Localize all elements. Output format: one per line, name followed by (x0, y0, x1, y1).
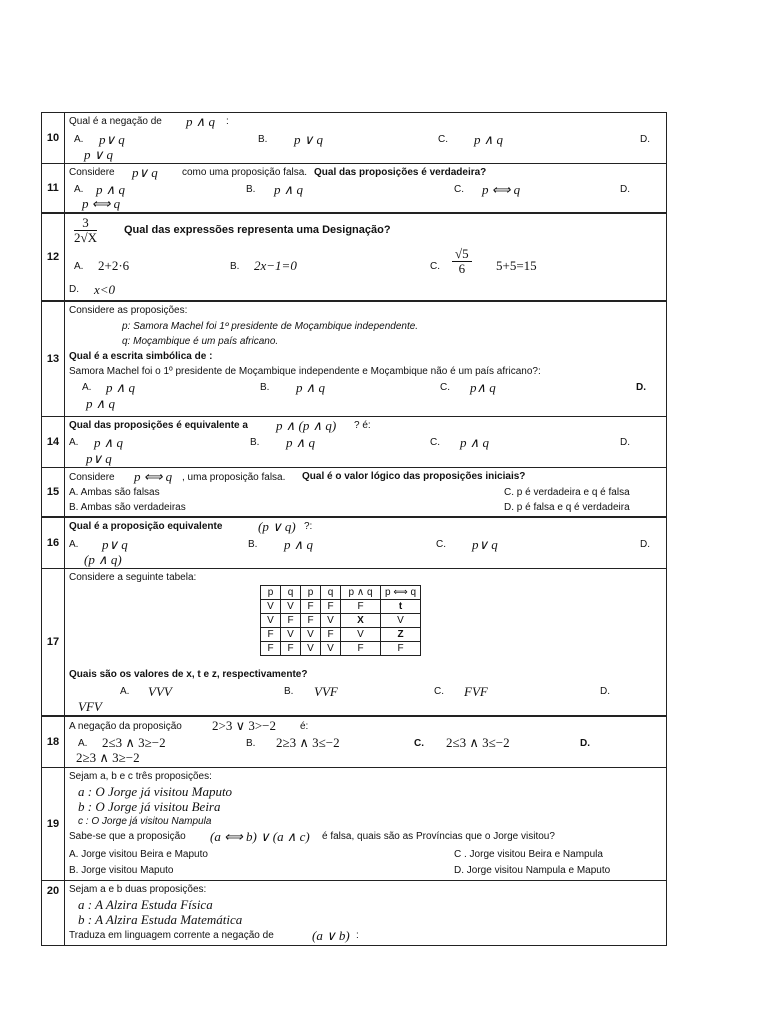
proposition-a: a : O Jorge já visitou Maputo (78, 784, 233, 799)
option-c-expression: 5+5=15 (496, 258, 537, 273)
proposition-p: p: Samora Machel foi 1º presidente de Moçambique independente. (122, 321, 419, 332)
question-number: 11 (42, 164, 65, 212)
stem-sentence: Samora Machel foi o 1º presidente de Moçambique independente e Moçambique não é um país africano?: (69, 366, 541, 377)
question-number: 18 (42, 717, 65, 767)
table-cell: V (301, 628, 321, 642)
question-12 (42, 214, 666, 302)
option-a: A. Ambas são falsas (69, 487, 160, 498)
stem-question: Qual das proposições é equivalente a (69, 420, 248, 431)
stem-question: Quais são os valores de x, t e z, respectivamente? (69, 669, 308, 680)
question-intro: Sejam a e b duas proposições: (69, 884, 207, 895)
option-b: 2x−1=0 (254, 258, 297, 273)
option-c: p ∧ q (460, 435, 490, 450)
option-c: p ∧ q (474, 132, 504, 147)
option-b: p ∧ q (284, 537, 314, 552)
option-d: p ⟺ q (82, 196, 121, 211)
option-a: 2+2·6 (98, 258, 130, 273)
option-c: 2≤3 ∧ 3≤−2 (446, 735, 510, 750)
option-d-label: D. (620, 437, 630, 448)
stem-question: Qual é a proposição equivalente (69, 521, 223, 532)
option-d: VFV (78, 699, 102, 714)
option-b: B. Ambas são verdadeiras (69, 502, 186, 513)
exam-sheet (41, 112, 667, 946)
option-a: VVV (148, 684, 172, 699)
option-d: 2≥3 ∧ 3≥−2 (76, 750, 140, 765)
stem-question: Qual é o valor lógico das proposições iniciais? (302, 471, 526, 482)
option-b: p ∨ q (294, 132, 324, 147)
table-header-row (261, 586, 421, 600)
stem-suffix: ?: (304, 521, 313, 532)
option-b: p ∧ q (296, 380, 326, 395)
option-d-label: D. (640, 539, 650, 550)
question-intro: Considere a seguinte tabela: (69, 572, 197, 583)
fraction-denominator: 2√X (74, 230, 98, 245)
table-cell: V (261, 600, 281, 614)
option-c-fraction (452, 247, 472, 276)
option-b: p ∧ q (274, 182, 304, 197)
option-a-label: A. (74, 134, 84, 145)
option-a: 2≤3 ∧ 3≥−2 (102, 735, 166, 750)
fraction-denominator: 6 (458, 261, 466, 276)
option-c: p∧ q (470, 380, 496, 395)
option-c: p∨ q (472, 537, 498, 552)
option-d-label: D. (69, 284, 79, 295)
table-cell: F (321, 628, 341, 642)
question-stem: Traduza em linguagem corrente a negação de (69, 930, 274, 941)
table-cell: F (281, 614, 301, 628)
option-b-label: B. (260, 382, 270, 393)
stem-suffix: : (356, 930, 359, 941)
option-a-label: A. (69, 437, 79, 448)
question-number: 12 (42, 214, 65, 300)
option-a-label: A. (69, 539, 79, 550)
stem-middle: , uma proposição falsa. (182, 472, 286, 483)
table-cell: F (341, 642, 381, 656)
stem-question: Qual das proposições é verdadeira? (314, 167, 487, 178)
table-header-cell: p (301, 586, 321, 600)
stem-expression: p ∧ q (186, 114, 216, 129)
option-d: p∨ q (86, 451, 112, 466)
stem-expression: 2>3 ∨ 3>−2 (212, 718, 277, 733)
option-a: p∨ q (99, 132, 125, 147)
option-a: A. Jorge visitou Beira e Maputo (69, 849, 208, 860)
question-13 (42, 302, 666, 417)
question-10 (42, 113, 666, 164)
question-15 (42, 468, 666, 518)
stem-expression: (p ∨ q) (258, 519, 296, 534)
option-a-label: A. (82, 382, 92, 393)
stem-suffix: : (226, 116, 229, 127)
question-number: 19 (42, 768, 65, 880)
table-header-cell: p ⟺ q (381, 586, 421, 600)
option-c: C. p é verdadeira e q é falsa (504, 487, 630, 498)
table-cell: V (341, 628, 381, 642)
table-cell: V (261, 614, 281, 628)
stem-question: Qual das expressões representa uma Designação? (124, 224, 391, 236)
option-a: p ∧ q (96, 182, 126, 197)
table-row (261, 614, 421, 628)
option-d: (p ∧ q) (84, 552, 122, 567)
option-d-label: D. (636, 382, 646, 393)
table-row (261, 600, 421, 614)
option-d: D. Jorge visitou Nampula e Maputo (454, 865, 611, 876)
option-d: x<0 (94, 282, 116, 297)
option-c: C . Jorge visitou Beira e Nampula (454, 849, 603, 860)
table-cell: F (261, 628, 281, 642)
proposition-q: q: Moçambique é um país africano. (122, 336, 279, 347)
table-row (261, 628, 421, 642)
option-b-label: B. (246, 184, 256, 195)
option-d-label: D. (620, 184, 630, 195)
option-c-label: C. (430, 261, 440, 272)
stem-fraction (74, 216, 97, 245)
table-cell: V (301, 642, 321, 656)
question-11 (42, 164, 666, 214)
table-cell: F (341, 600, 381, 614)
option-d: D. p é falsa e q é verdadeira (504, 502, 630, 513)
question-19 (42, 768, 666, 881)
question-20 (42, 881, 666, 945)
option-d-label: D. (580, 738, 590, 749)
option-c: p ⟺ q (482, 182, 521, 197)
proposition-c: c : O Jorge já visitou Nampula (78, 816, 212, 827)
question-number: 10 (42, 113, 65, 163)
table-cell: t (381, 600, 421, 614)
question-number: 17 (42, 569, 65, 715)
stem-expression: (a ∨ b) (312, 928, 350, 943)
option-a: p∨ q (102, 537, 128, 552)
option-b: VVF (314, 684, 338, 699)
option-c-label: C. (430, 437, 440, 448)
table-cell: V (321, 614, 341, 628)
option-c-label: C. (414, 738, 424, 749)
stem-suffix: é falsa, quais são as Províncias que o Jorge visitou? (322, 831, 555, 842)
table-header-cell: q (321, 586, 341, 600)
option-b: p ∧ q (286, 435, 316, 450)
option-c-label: C. (454, 184, 464, 195)
table-cell: V (381, 614, 421, 628)
table-cell: Z (381, 628, 421, 642)
table-cell: V (281, 628, 301, 642)
question-stem: Sabe-se que a proposição (69, 831, 186, 842)
question-18 (42, 717, 666, 768)
option-a: p ∧ q (94, 435, 124, 450)
option-c-label: C. (438, 134, 448, 145)
option-b-label: B. (258, 134, 268, 145)
option-b-label: B. (246, 738, 256, 749)
question-14 (42, 417, 666, 468)
truth-table (260, 585, 421, 656)
question-stem: A negação da proposição (69, 721, 182, 732)
option-c-label: C. (440, 382, 450, 393)
proposition-b: b : A Alzira Estuda Matemática (78, 912, 243, 927)
stem-expression: p ⟺ q (134, 469, 173, 484)
option-b: 2≥3 ∧ 3≤−2 (276, 735, 340, 750)
option-b-label: B. (284, 686, 294, 697)
option-d: p ∨ q (84, 147, 114, 162)
option-a-label: A. (74, 184, 84, 195)
question-number: 15 (42, 468, 65, 516)
table-cell: F (381, 642, 421, 656)
stem-suffix: ? é: (354, 420, 371, 431)
option-a-label: A. (120, 686, 130, 697)
table-header-cell: p (261, 586, 281, 600)
question-intro: Sejam a, b e c três proposições: (69, 771, 212, 782)
table-row (261, 642, 421, 656)
question-intro: Considere as proposições: (69, 305, 188, 316)
proposition-b: b : O Jorge já visitou Beira (78, 799, 221, 814)
table-cell: V (281, 600, 301, 614)
table-cell: F (301, 614, 321, 628)
option-a-label: A. (74, 261, 84, 272)
option-d: p ∧ q (86, 396, 116, 411)
stem-expression: (a ⟺ b) ∨ (a ∧ c) (210, 829, 310, 844)
question-number: 13 (42, 302, 65, 416)
question-stem: Qual é a negação de (69, 116, 162, 127)
stem-suffix: é: (300, 721, 309, 732)
table-cell: X (341, 614, 381, 628)
option-c: FVF (464, 684, 488, 699)
stem-expression: p∨ q (132, 165, 158, 180)
question-number: 16 (42, 518, 65, 568)
question-stem: Considere (69, 167, 115, 178)
option-d-label: D. (600, 686, 610, 697)
table-header-cell: q (281, 586, 301, 600)
proposition-a: a : A Alzira Estuda Física (78, 897, 213, 912)
fraction-numerator: √5 (452, 247, 472, 262)
option-a: p ∧ q (106, 380, 136, 395)
option-b: B. Jorge visitou Maputo (69, 865, 174, 876)
option-b-label: B. (230, 261, 240, 272)
option-c-label: C. (436, 539, 446, 550)
option-b-label: B. (250, 437, 260, 448)
stem-question: Qual é a escrita simbólica de : (69, 351, 213, 362)
stem-middle: como uma proposição falsa. (182, 167, 308, 178)
fraction-numerator: 3 (74, 216, 97, 231)
table-cell: F (301, 600, 321, 614)
table-header-cell: p ∧ q (341, 586, 381, 600)
table-cell: F (321, 600, 341, 614)
question-17 (42, 569, 666, 717)
question-number: 20 (42, 881, 65, 945)
option-c-label: C. (434, 686, 444, 697)
question-stem: Considere (69, 472, 115, 483)
table-cell: F (281, 642, 301, 656)
table-cell: V (321, 642, 341, 656)
question-number: 14 (42, 417, 65, 467)
option-a-label: A. (78, 738, 88, 749)
stem-expression: p ∧ (p ∧ q) (276, 418, 337, 433)
option-d-label: D. (640, 134, 650, 145)
question-16 (42, 518, 666, 569)
table-cell: F (261, 642, 281, 656)
option-b-label: B. (248, 539, 258, 550)
